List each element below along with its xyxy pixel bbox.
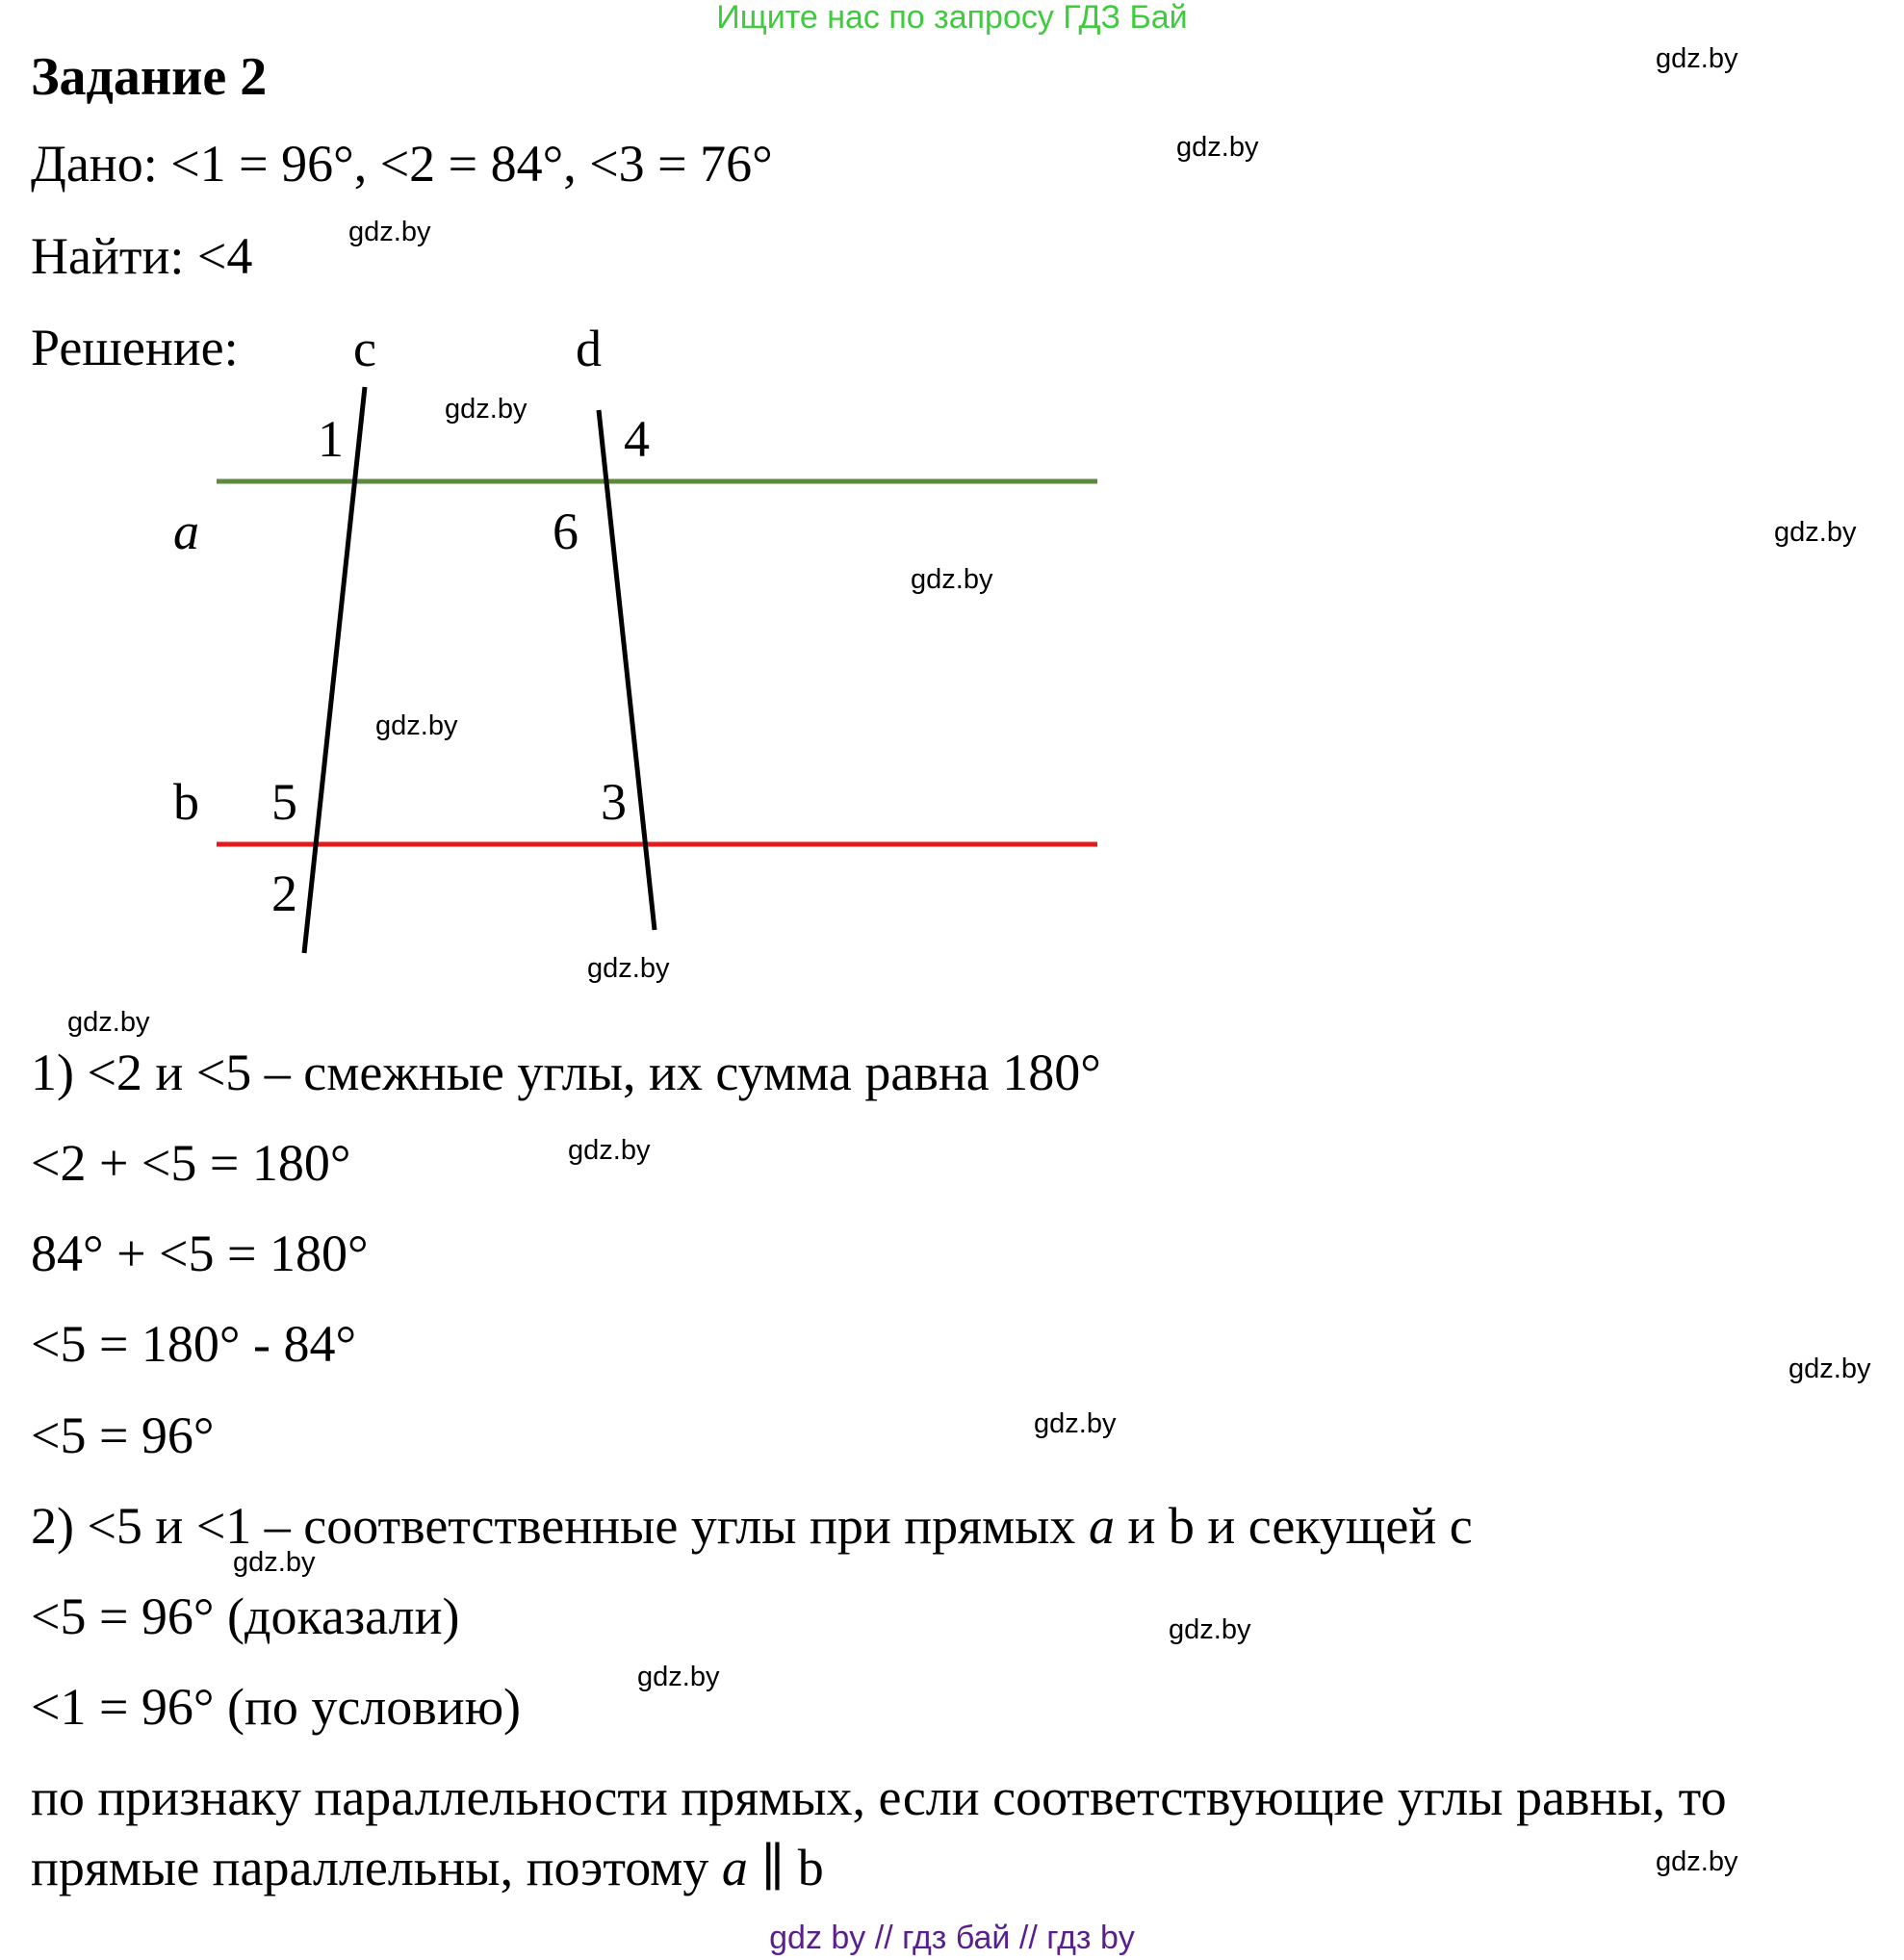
step1-header: 1) <2 и <5 – смежные углы, их сумма равна 180° — [31, 1044, 1101, 1101]
conclusion-part2: ∥ b — [747, 1839, 824, 1896]
watermark: gdz.by — [568, 1135, 651, 1166]
watermark: gdz.by — [637, 1662, 720, 1692]
task-title: Задание 2 — [31, 47, 268, 107]
angle-4: 4 — [624, 410, 650, 468]
line-d-label: d — [576, 320, 602, 377]
watermark: gdz.by — [233, 1547, 316, 1578]
watermark: gdz.by — [67, 1007, 150, 1038]
conclusion-line2 — [31, 1839, 824, 1896]
step1-eq-3: <5 = 180° - 84° — [31, 1315, 357, 1373]
step2-header — [31, 1497, 1473, 1555]
angle-2: 2 — [271, 864, 297, 922]
solution-label: Решение: — [31, 319, 239, 376]
watermark: gdz.by — [1788, 1354, 1871, 1384]
watermark: gdz.by — [587, 953, 670, 984]
watermark: gdz.by — [375, 710, 458, 741]
angle-6: 6 — [553, 503, 579, 560]
step2-eq-2: <1 = 96° (по условию) — [31, 1678, 522, 1736]
step2-header-a: a — [1088, 1497, 1115, 1555]
step2-eq-1: <5 = 96° (доказали) — [31, 1587, 460, 1645]
step2-header-part2: и b и секущей c — [1114, 1497, 1473, 1555]
watermark: gdz.by — [1176, 132, 1259, 163]
promo-banner: Ищите нас по запросу ГДЗ Бай — [716, 0, 1188, 36]
footer-links: gdz by // гдз бай // гдз by — [769, 1920, 1135, 1956]
watermark: gdz.by — [1656, 1846, 1738, 1877]
watermark: gdz.by — [445, 394, 527, 425]
conclusion-a: a — [721, 1839, 748, 1896]
watermark: gdz.by — [348, 217, 431, 247]
line-b-label: b — [173, 773, 199, 831]
angle-1: 1 — [318, 410, 344, 468]
conclusion-line1: по признаку параллельности прямых, если соответствующие углы равны, то — [31, 1768, 1727, 1826]
line-a-label: a — [173, 503, 199, 560]
line-d — [599, 410, 655, 930]
watermark: gdz.by — [1774, 517, 1857, 548]
angle-5: 5 — [271, 773, 297, 831]
step1-eq-4: <5 = 96° — [31, 1406, 215, 1464]
step1-eq-2: 84° + <5 = 180° — [31, 1225, 369, 1282]
watermark: gdz.by — [1169, 1614, 1251, 1645]
line-c-label: c — [353, 320, 376, 377]
watermark: gdz.by — [1656, 43, 1738, 74]
watermark: gdz.by — [1034, 1408, 1117, 1439]
find-line: Найти: <4 — [31, 227, 253, 285]
watermark: gdz.by — [911, 564, 993, 595]
step1-eq-1: <2 + <5 = 180° — [31, 1134, 351, 1192]
conclusion-part1: прямые параллельны, поэтому — [31, 1839, 722, 1896]
line-c — [304, 387, 365, 953]
given-line: Дано: <1 = 96°, <2 = 84°, <3 = 76° — [31, 135, 773, 193]
step2-header-part1: 2) <5 и <1 – соответственные углы при прямых — [31, 1497, 1089, 1555]
angle-3: 3 — [601, 773, 627, 831]
